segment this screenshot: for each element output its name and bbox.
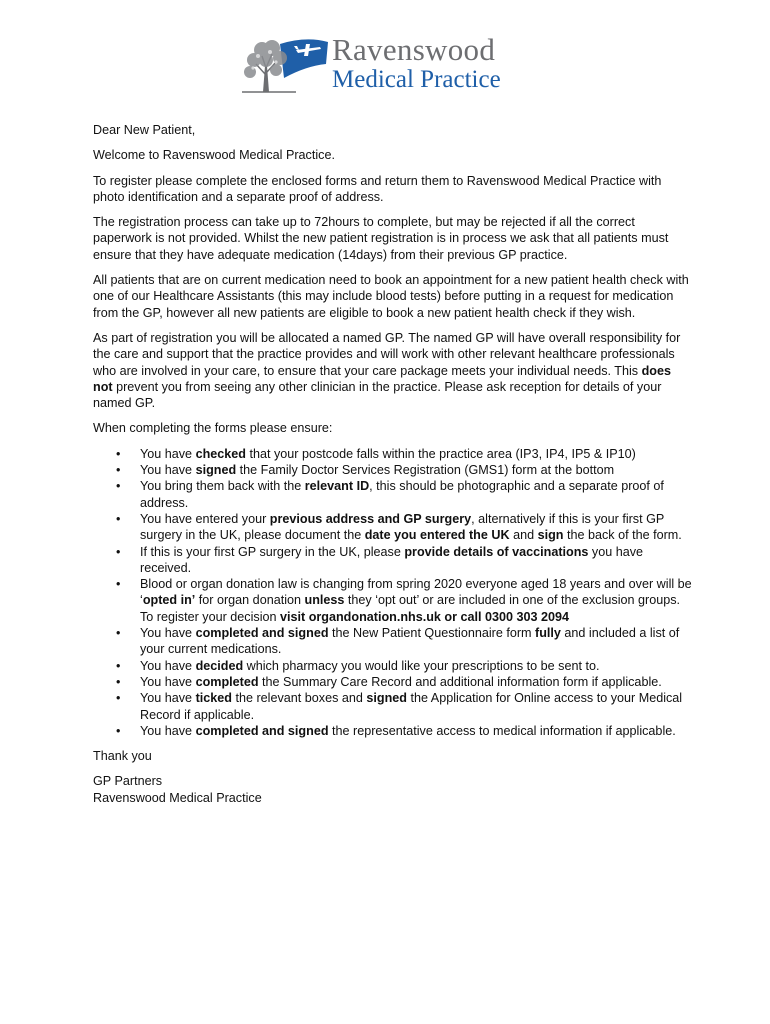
- bold-text: signed: [195, 463, 237, 478]
- text: You have: [140, 463, 196, 478]
- paragraph-process: The registration process can take up to 72hours to complete, but may be rejected if all the correct paperwork is not provided. Whilst the new patient registration is in process we ask that all patients must ensure that they have adequate medication (14days) from their previous GP practice.: [93, 215, 669, 262]
- signature-block: [93, 773, 693, 806]
- paragraph-named-gp: [93, 330, 693, 411]
- signature-line2: Ravenswood Medical Practice: [93, 790, 262, 805]
- list-item: [116, 690, 693, 723]
- text: You have: [140, 691, 196, 706]
- list-item: [116, 511, 693, 544]
- text: the representative access to medical information if applicable.: [328, 723, 676, 738]
- text: You have: [140, 658, 196, 673]
- bold-text: opted in’: [142, 593, 196, 608]
- bold-text: unless: [304, 593, 345, 608]
- bold-text: sign: [537, 528, 564, 543]
- text: You have: [140, 626, 196, 641]
- bullet: •: [116, 723, 121, 738]
- text: the Summary Care Record and additional information form if applicable.: [258, 674, 662, 689]
- closing: Thank you: [93, 749, 152, 764]
- bullet: •: [116, 511, 121, 526]
- welcome-line: Welcome to Ravenswood Medical Practice.: [93, 148, 335, 163]
- bullet: •: [116, 691, 121, 706]
- bullet: •: [116, 658, 121, 673]
- bullet: •: [116, 479, 121, 494]
- bold-text: checked: [195, 446, 246, 461]
- bullet: •: [116, 544, 121, 559]
- text: the New Patient Questionnaire form: [328, 626, 536, 641]
- text: As part of registration you will be allocated a named GP. The named GP will have overall responsibility for the care and support that the practice provides and will work with other relevant healthcare professionals who are involved in your care, to ensure that your care package meets your individual needs. This: [93, 330, 681, 378]
- logo-name-line1: Ravenswood: [332, 32, 496, 67]
- text: which pharmacy you would like your prescriptions to be sent to.: [243, 658, 600, 673]
- bold-text: fully: [535, 626, 561, 641]
- list-item: [116, 723, 693, 739]
- logo-name-line2: Medical Practice: [332, 66, 501, 93]
- text: If this is your first GP surgery in the UK, please: [140, 544, 405, 559]
- text: and included a list of your current medications.: [140, 626, 680, 657]
- bold-text: ticked: [195, 691, 232, 706]
- list-item: [116, 478, 693, 511]
- practice-logo: [236, 30, 536, 94]
- text: prevent you from seeing any other clinician in the practice. Please ask reception for details of your named GP.: [93, 379, 662, 411]
- text: You have: [140, 446, 196, 461]
- text: You bring them back with the: [140, 479, 305, 494]
- salutation: Dear New Patient,: [93, 123, 196, 137]
- bold-text: date you entered the UK: [364, 528, 510, 543]
- text: You have: [140, 723, 196, 738]
- text: You have: [140, 674, 196, 689]
- text: that your postcode falls within the practice area (IP3, IP4, IP5 & IP10): [245, 446, 636, 461]
- list-item: [116, 625, 693, 658]
- bold-text: visit organdonation.nhs.uk or call 0300 303 2094: [280, 609, 570, 624]
- text: Blood or organ donation law is changing from spring 2020 everyone aged 18 years and over will be ‘: [140, 577, 692, 608]
- list-item: [116, 446, 693, 462]
- bold-text: provide details of vaccinations: [404, 544, 589, 559]
- list-item: [116, 544, 693, 577]
- bold-text: previous address and GP surgery: [269, 511, 472, 526]
- checklist: [93, 446, 693, 739]
- bold-text: signed: [366, 691, 407, 706]
- list-item: [116, 674, 693, 690]
- signature-line1: GP Partners: [93, 774, 163, 789]
- text: , alternatively if this is your first GP surgery in the UK, please document the: [140, 511, 665, 543]
- bold-text: does not: [93, 363, 672, 394]
- text: You have entered your: [140, 511, 270, 526]
- bold-text: relevant ID: [304, 479, 370, 494]
- list-item: [116, 576, 693, 625]
- bullet: •: [116, 463, 121, 478]
- text: for organ donation: [195, 593, 305, 608]
- paragraph-medication: All patients that are on current medication need to book an appointment for a new patient health check with one of our Healthcare Assistants (this may include blood tests) before putting in a request for medication from the GP, however all new patients are eligible to book a new patient health check if they wish.: [93, 273, 689, 320]
- bullet: •: [116, 446, 121, 461]
- tree-and-plane-icon: [236, 30, 332, 94]
- paragraph-register: To register please complete the enclosed forms and return them to Ravenswood Medical Practice with photo identification and a separate proof of address.: [93, 173, 662, 204]
- letter-body: [93, 122, 693, 806]
- text: the back of the form.: [563, 528, 682, 543]
- bullet: •: [116, 577, 121, 592]
- text: , this should be photographic and a separate proof of address.: [140, 479, 664, 510]
- bold-text: completed: [195, 674, 259, 689]
- bullet: •: [116, 674, 121, 689]
- text: the Family Doctor Services Registration (GMS1) form at the bottom: [236, 463, 615, 478]
- text: the Application for Online access to your Medical Record if applicable.: [140, 691, 683, 722]
- bold-text: completed and signed: [195, 626, 329, 641]
- list-item: [116, 462, 693, 478]
- checklist-intro: When completing the forms please ensure:: [93, 421, 333, 436]
- text: and: [509, 528, 538, 543]
- text: you have received.: [140, 544, 644, 575]
- list-item: [116, 658, 693, 674]
- bold-text: decided: [195, 658, 244, 673]
- text: the relevant boxes and: [231, 691, 367, 706]
- bold-text: completed and signed: [195, 723, 329, 738]
- bullet: •: [116, 626, 121, 641]
- text: they ‘opt out’ or are included in one of the exclusion groups. To register your decision: [140, 593, 681, 624]
